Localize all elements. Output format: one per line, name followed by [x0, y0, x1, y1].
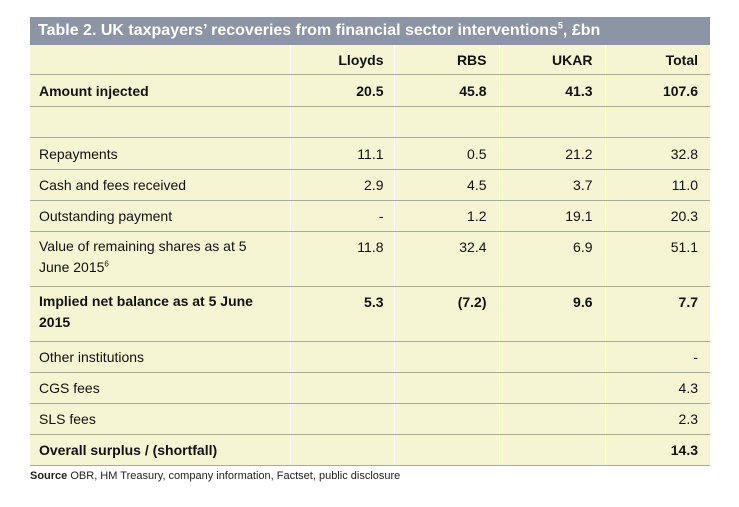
table-row-outstanding-payment [30, 201, 710, 232]
row-label-line2: June 2015 [39, 259, 105, 275]
cell-total [605, 107, 710, 138]
cell-lloyds [290, 107, 394, 138]
cell-rbs [394, 404, 499, 435]
cell-lloyds: 2.9 [290, 170, 394, 201]
cell-rbs: 32.4 [394, 232, 499, 287]
row-label-line1: Value of remaining shares as at 5 [39, 238, 247, 254]
cell-ukar: 6.9 [499, 232, 605, 287]
cell-ukar [499, 435, 605, 466]
row-label: Outstanding payment [30, 201, 290, 232]
cell-ukar: 19.1 [499, 201, 605, 232]
title-footnote-marker: 5 [557, 20, 563, 31]
row-label [30, 107, 290, 138]
row-label: Cash and fees received [30, 170, 290, 201]
table-row-amount-injected [30, 75, 710, 107]
cell-total: 11.0 [605, 170, 710, 201]
cell-rbs: 0.5 [394, 138, 499, 170]
cell-lloyds: 11.8 [290, 232, 394, 287]
table-row-overall-surplus [30, 435, 710, 466]
cell-rbs [394, 373, 499, 404]
source-label: Source [30, 470, 68, 482]
cell-rbs: 45.8 [394, 75, 499, 107]
table-row-cgs-fees [30, 373, 710, 404]
row-label: Repayments [30, 138, 290, 170]
header-cell-rbs: RBS [394, 45, 499, 75]
header-cell-lloyds: Lloyds [290, 45, 394, 75]
cell-lloyds: 20.5 [290, 75, 394, 107]
cell-rbs: 4.5 [394, 170, 499, 201]
row-label-line2: 2015 [39, 314, 71, 330]
table-row-implied-net-balance [30, 287, 710, 342]
table-header-row [30, 45, 710, 75]
cell-lloyds [290, 435, 394, 466]
row-label: CGS fees [30, 373, 290, 404]
cell-lloyds: - [290, 201, 394, 232]
row-label: Amount injected [30, 75, 290, 107]
cell-total: 7.7 [605, 287, 710, 342]
cell-total: 20.3 [605, 201, 710, 232]
cell-total: 32.8 [605, 138, 710, 170]
cell-rbs [394, 107, 499, 138]
cell-lloyds [290, 404, 394, 435]
cell-lloyds [290, 373, 394, 404]
footnote-marker: 6 [104, 259, 109, 269]
cell-total: 4.3 [605, 373, 710, 404]
cell-rbs: 1.2 [394, 201, 499, 232]
cell-total: 107.6 [605, 75, 710, 107]
row-label: Overall surplus / (shortfall) [30, 435, 290, 466]
cell-total: 2.3 [605, 404, 710, 435]
table-title [30, 17, 710, 45]
row-label [30, 287, 290, 342]
table-row-cash-and-fees [30, 170, 710, 201]
header-cell-total: Total [605, 45, 710, 75]
source-text: OBR, HM Treasury, company information, Factset, public disclosure [70, 470, 401, 482]
cell-total: - [605, 342, 710, 373]
cell-total: 14.3 [605, 435, 710, 466]
cell-lloyds: 5.3 [290, 287, 394, 342]
recoveries-table-panel [30, 17, 710, 466]
cell-ukar [499, 373, 605, 404]
header-cell-blank [30, 45, 290, 75]
cell-ukar: 9.6 [499, 287, 605, 342]
table-title-suffix: , £bn [562, 22, 601, 39]
cell-ukar [499, 107, 605, 138]
table-row-repayments [30, 138, 710, 170]
table-row-spacer [30, 107, 710, 138]
source-note [30, 470, 400, 482]
cell-rbs: (7.2) [394, 287, 499, 342]
cell-lloyds: 11.1 [290, 138, 394, 170]
cell-ukar: 3.7 [499, 170, 605, 201]
cell-total: 51.1 [605, 232, 710, 287]
cell-ukar [499, 404, 605, 435]
cell-rbs [394, 435, 499, 466]
cell-lloyds [290, 342, 394, 373]
cell-ukar: 41.3 [499, 75, 605, 107]
row-label: SLS fees [30, 404, 290, 435]
cell-ukar [499, 342, 605, 373]
recoveries-table [30, 45, 710, 466]
table-row-sls-fees [30, 404, 710, 435]
row-label: Other institutions [30, 342, 290, 373]
header-cell-ukar: UKAR [499, 45, 605, 75]
table-row-other-institutions [30, 342, 710, 373]
table-row-remaining-shares [30, 232, 710, 287]
row-label [30, 232, 290, 287]
cell-ukar: 21.2 [499, 138, 605, 170]
table-title-text: Table 2. UK taxpayers’ recoveries from financial sector interventions [38, 22, 558, 39]
cell-rbs [394, 342, 499, 373]
row-label-line1: Implied net balance as at 5 June [39, 293, 253, 309]
